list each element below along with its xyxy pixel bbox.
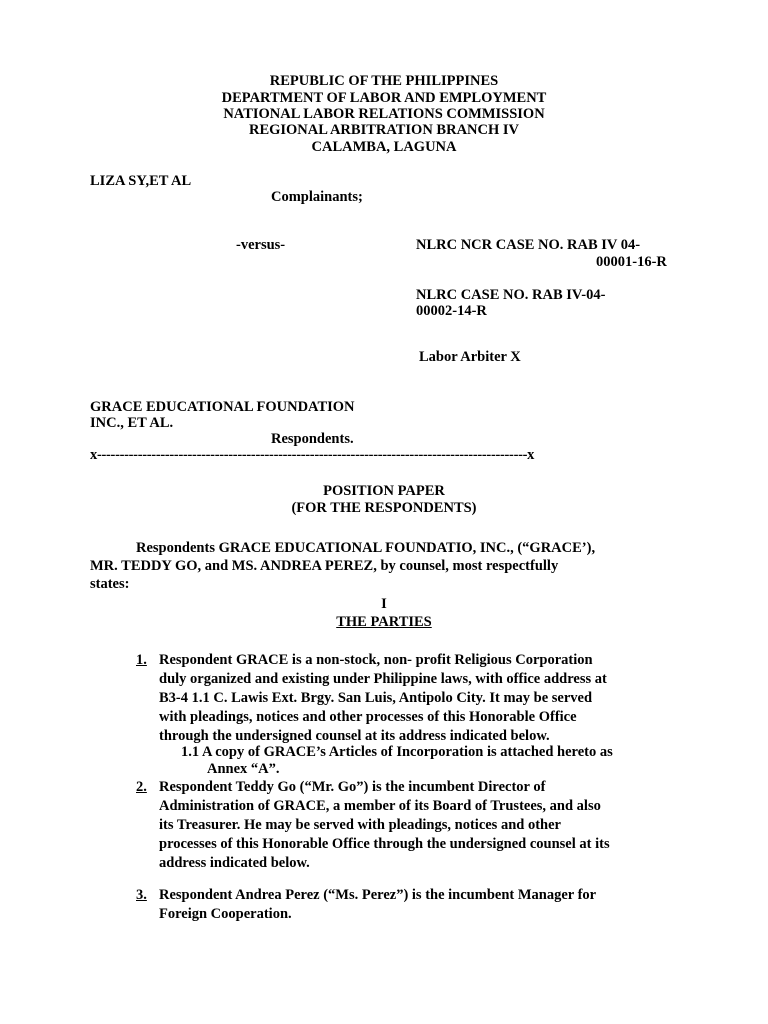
header-branch: REGIONAL ARBITRATION BRANCH IV [248, 122, 520, 138]
document-subtitle: (FOR THE RESPONDENTS) [291, 500, 477, 516]
section-heading: THE PARTIES [336, 614, 432, 630]
case-number-1-line2: 00001-16-R [596, 254, 667, 270]
header-department: DEPARTMENT OF LABOR AND EMPLOYMENT [221, 90, 547, 106]
document-title: POSITION PAPER [323, 483, 445, 499]
paragraph-2-line-3: its Treasurer. He may be served with pleadings, notices and other [159, 817, 561, 833]
labor-arbiter: Labor Arbiter X [419, 349, 521, 365]
paragraph-1-line-2: duly organized and existing under Philippine laws, with office address at [159, 671, 607, 687]
respondent-name-line2: INC., ET AL. [90, 415, 174, 431]
paragraph-3-line-2: Foreign Cooperation. [159, 906, 292, 922]
paragraph-2-line-5: address indicated below. [159, 855, 310, 871]
section-numeral: I [381, 596, 387, 612]
paragraph-2-number: 2. [136, 779, 147, 795]
paragraph-2-line-2: Administration of GRACE, a member of its Board of Trustees, and also [159, 798, 601, 814]
intro-line-2: MR. TEDDY GO, and MS. ANDREA PEREZ, by counsel, most respectfully [90, 558, 559, 574]
paragraph-3-number: 3. [136, 887, 147, 903]
respondent-name-line1: GRACE EDUCATIONAL FOUNDATION [90, 399, 355, 415]
paragraph-1-subitem-line-1: 1.1 A copy of GRACE’s Articles of Incorporation is attached hereto as [181, 744, 613, 760]
case-number-1-line1: NLRC NCR CASE NO. RAB IV 04- [416, 237, 641, 253]
header-republic: REPUBLIC OF THE PHILIPPINES [269, 73, 499, 89]
versus-label: -versus- [236, 237, 286, 253]
intro-line-1: Respondents GRACE EDUCATIONAL FOUNDATIO, INC., (“GRACE’), [136, 540, 596, 556]
header-commission: NATIONAL LABOR RELATIONS COMMISSION [223, 106, 545, 122]
paragraph-2-line-4: processes of this Honorable Office through the undersigned counsel at its [159, 836, 610, 852]
paragraph-2-line-1: Respondent Teddy Go (“Mr. Go”) is the incumbent Director of [159, 779, 546, 795]
paragraph-1-line-5: through the undersigned counsel at its address indicated below. [159, 728, 550, 744]
paragraph-1-subitem-line-2: Annex “A”. [207, 761, 280, 777]
paragraph-1-number: 1. [136, 652, 147, 668]
paragraph-1-line-1: Respondent GRACE is a non-stock, non- profit Religious Corporation [159, 652, 593, 668]
case-number-2-line2: 00002-14-R [416, 303, 487, 319]
case-number-2-line1: NLRC CASE NO. RAB IV-04- [416, 287, 606, 303]
complainants-label: Complainants; [271, 189, 363, 205]
paragraph-3-line-1: Respondent Andrea Perez (“Ms. Perez”) is the incumbent Manager for [159, 887, 597, 903]
respondents-label: Respondents. [271, 431, 354, 447]
caption-separator: x-----------------------------------------------------------------------------------------------x [90, 447, 535, 463]
intro-line-3: states: [90, 576, 130, 592]
paragraph-1-line-4: with pleadings, notices and other processes of this Honorable Office [159, 709, 577, 725]
header-location: CALAMBA, LAGUNA [311, 139, 457, 155]
complainant-name: LIZA SY,ET AL [90, 173, 192, 189]
paragraph-1-line-3: B3-4 1.1 C. Lawis Ext. Brgy. San Luis, Antipolo City. It may be served [159, 690, 593, 706]
